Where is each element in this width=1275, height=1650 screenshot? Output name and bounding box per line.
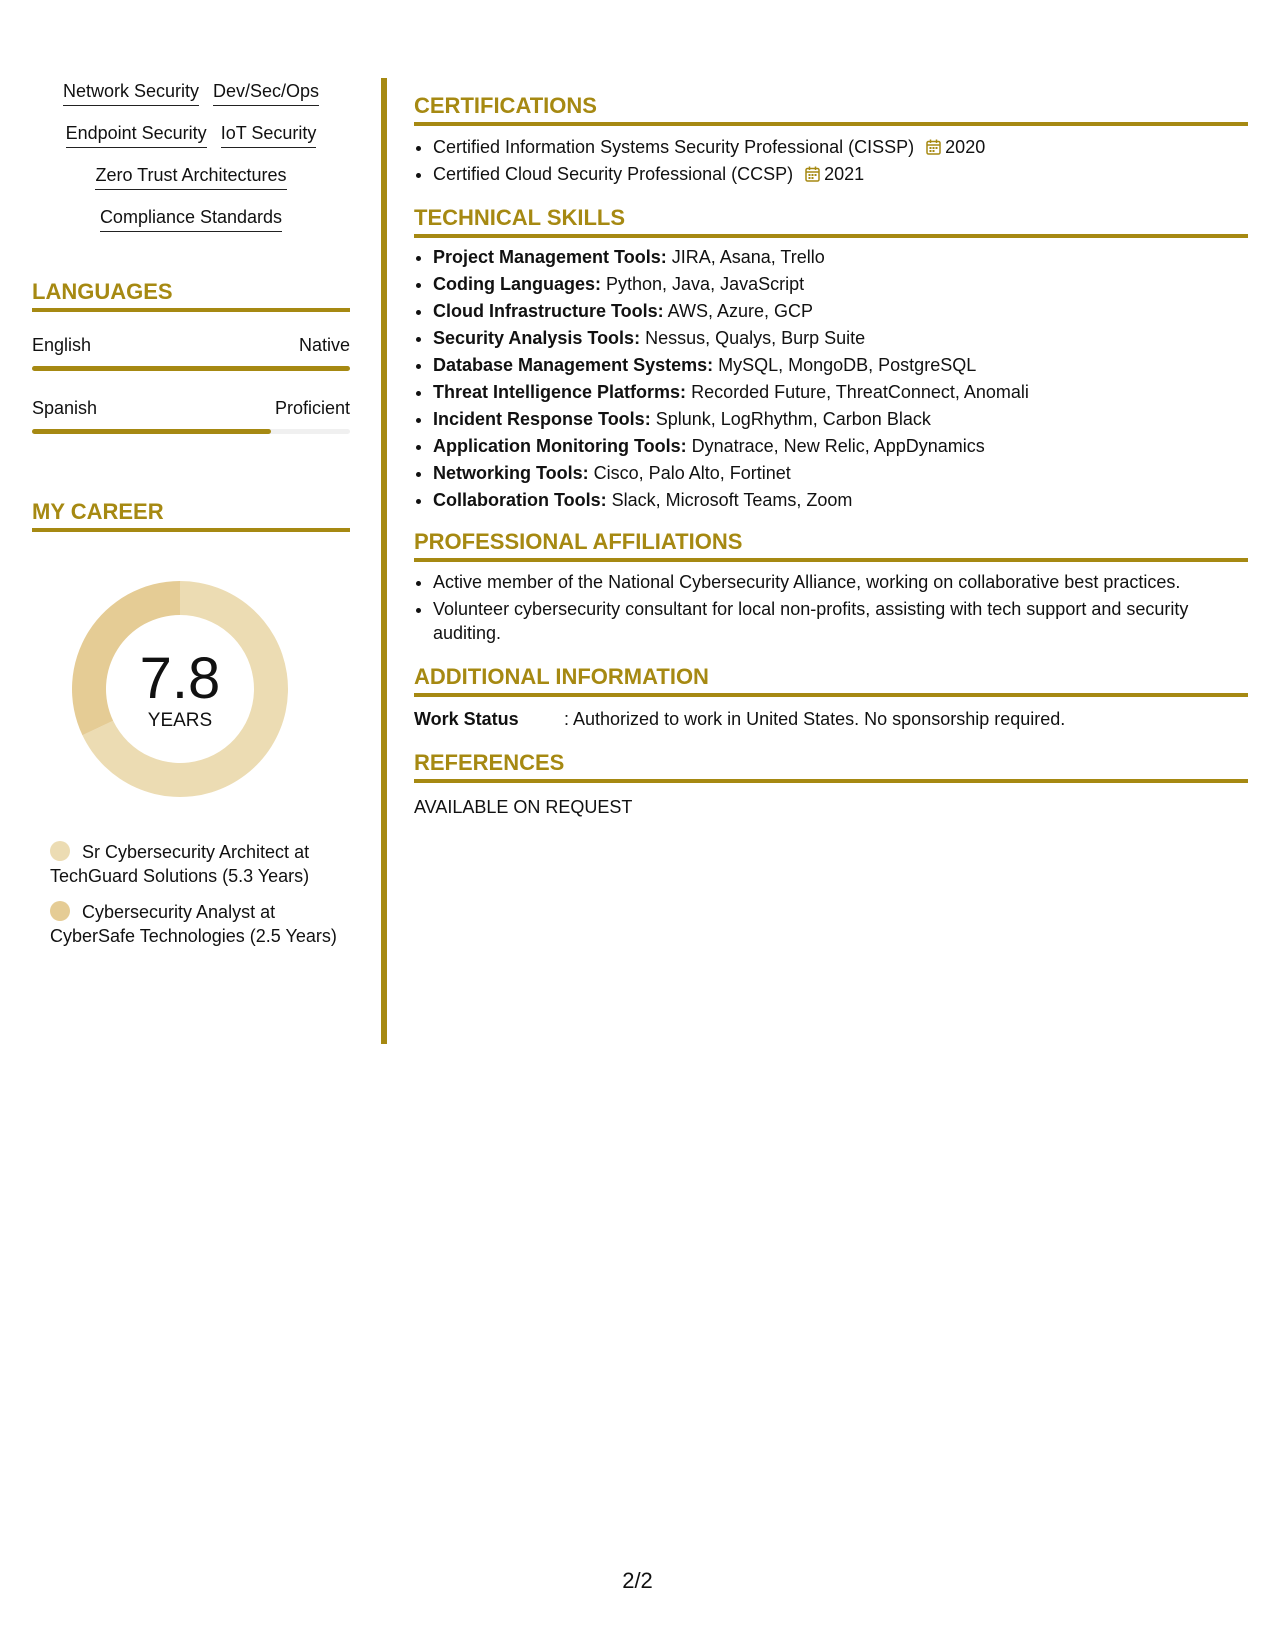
additional-info-title: ADDITIONAL INFORMATION — [414, 663, 1248, 697]
references-title: REFERENCES — [414, 749, 1248, 783]
certification-year: 2021 — [824, 164, 865, 184]
language-bar — [32, 366, 350, 371]
skill-label: Database Management Systems: — [433, 355, 714, 375]
tag-row — [32, 80, 350, 106]
skill-item — [433, 379, 1248, 406]
column-divider — [381, 78, 387, 1044]
language-name: English — [32, 335, 92, 355]
skill-item — [433, 433, 1248, 460]
skill-item — [433, 325, 1248, 352]
skill-tag: IoT Security — [221, 122, 317, 148]
info-value: : Authorized to work in United States. No sponsorship required. — [564, 709, 1066, 729]
affiliations-title: PROFESSIONAL AFFILIATIONS — [414, 528, 1248, 562]
skill-label: Coding Languages: — [433, 274, 601, 294]
legend-item — [50, 840, 340, 888]
skill-tag: Endpoint Security — [66, 122, 207, 148]
tag-row — [32, 122, 350, 148]
skill-label: Cloud Infrastructure Tools: — [433, 301, 664, 321]
skill-value: Nessus, Qualys, Burp Suite — [640, 328, 866, 348]
career-title: MY CAREER — [32, 498, 350, 532]
language-item — [32, 334, 350, 371]
right-column — [414, 92, 1248, 819]
legend-dot — [50, 841, 70, 861]
certification-year: 2020 — [945, 137, 986, 157]
languages-title: LANGUAGES — [32, 278, 350, 312]
career-donut — [65, 574, 295, 804]
skill-item — [433, 244, 1248, 271]
skill-value: AWS, Azure, GCP — [663, 301, 814, 321]
skill-label: Collaboration Tools: — [433, 490, 607, 510]
certifications-section — [414, 92, 1248, 188]
skill-value: MySQL, MongoDB, PostgreSQL — [713, 355, 977, 375]
additional-info-section — [414, 663, 1248, 731]
language-bar — [32, 429, 350, 434]
certification-item — [433, 134, 1248, 161]
certification-name: Certified Cloud Security Professional (CCSP) — [433, 164, 794, 184]
references-text: AVAILABLE ON REQUEST — [414, 797, 633, 817]
certification-name: Certified Information Systems Security Professional (CISSP) — [433, 137, 915, 157]
skill-label: Application Monitoring Tools: — [433, 436, 687, 456]
calendar-icon — [805, 163, 820, 179]
skill-value: Python, Java, JavaScript — [601, 274, 805, 294]
skill-item — [433, 406, 1248, 433]
technical-skills-section — [414, 204, 1248, 514]
affiliation-item: • Volunteer cybersecurity consultant for local non-profits, assisting with tech support and security auditing. — [433, 597, 1248, 645]
skill-value: Dynatrace, New Relic, AppDynamics — [686, 436, 985, 456]
skill-value: Splunk, LogRhythm, Carbon Black — [650, 409, 931, 429]
skill-item — [433, 460, 1248, 487]
skill-tag: Zero Trust Architectures — [95, 164, 286, 190]
language-level: Native — [298, 335, 350, 355]
skill-label: Incident Response Tools: — [433, 409, 651, 429]
page-number: 2/2 — [622, 1568, 653, 1593]
language-level: Proficient — [274, 398, 350, 418]
skill-tag: Dev/Sec/Ops — [213, 80, 319, 106]
skills-tags — [32, 80, 350, 232]
skill-item — [433, 298, 1248, 325]
donut-center — [65, 574, 295, 804]
skill-item — [433, 487, 1248, 514]
legend-dot — [50, 901, 70, 921]
info-row — [414, 707, 1248, 731]
technical-skills-title: TECHNICAL SKILLS — [414, 204, 1248, 238]
languages-section — [32, 278, 350, 434]
skill-item — [433, 352, 1248, 379]
legend-label: Cybersecurity Analyst at CyberSafe Technologies (2.5 Years) — [50, 902, 337, 946]
skill-value: Recorded Future, ThreatConnect, Anomali — [686, 382, 1029, 402]
skill-value: Cisco, Palo Alto, Fortinet — [588, 463, 791, 483]
skill-label: Threat Intelligence Platforms: — [433, 382, 687, 402]
affiliations-section — [414, 528, 1248, 645]
tag-row — [32, 164, 350, 190]
career-legend — [50, 840, 340, 948]
skill-item — [433, 271, 1248, 298]
legend-label: Sr Cybersecurity Architect at TechGuard Solutions (5.3 Years) — [50, 842, 310, 886]
legend-item — [50, 900, 340, 948]
left-column — [32, 80, 350, 960]
language-bar-fill — [32, 366, 350, 371]
calendar-icon — [926, 136, 941, 152]
affiliations-list — [414, 570, 1248, 645]
language-name: Spanish — [32, 398, 98, 418]
affiliation-item: • Active member of the National Cybersecurity Alliance, working on collaborative best practices. — [433, 570, 1248, 594]
career-total-unit: YEARS — [147, 710, 213, 731]
career-total-value: 7.8 — [139, 646, 221, 711]
technical-skills-list — [414, 244, 1248, 514]
skill-value: JIRA, Asana, Trello — [666, 247, 825, 267]
skill-label: Security Analysis Tools: — [433, 328, 641, 348]
skill-tag: Network Security — [63, 80, 199, 106]
skill-value: Slack, Microsoft Teams, Zoom — [606, 490, 853, 510]
info-key: Work Status — [414, 709, 519, 729]
language-item — [32, 397, 350, 434]
references-section — [414, 749, 1248, 819]
certifications-list — [414, 134, 1248, 188]
tag-row — [32, 206, 350, 232]
language-bar-fill — [32, 429, 271, 434]
certifications-title: CERTIFICATIONS — [414, 92, 1248, 126]
career-section — [32, 498, 350, 948]
skill-tag: Compliance Standards — [100, 206, 282, 232]
certification-item — [433, 161, 1248, 188]
skill-label: Networking Tools: — [433, 463, 589, 483]
skill-label: Project Management Tools: — [433, 247, 667, 267]
